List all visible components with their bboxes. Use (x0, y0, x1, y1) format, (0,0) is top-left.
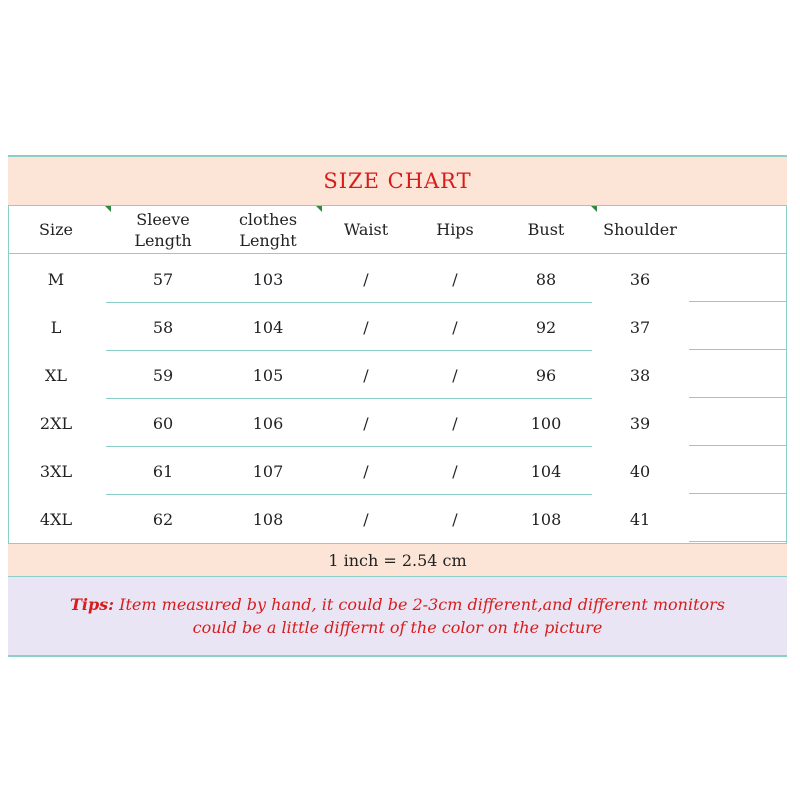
cell-clothes-length: 106 (252, 413, 284, 433)
cell-waist: / (363, 413, 369, 433)
tips-text-1: Item measured by hand, it could be 2-3cm different,and different monitors (119, 595, 725, 614)
cell-sleeve-length: 57 (152, 269, 174, 289)
cell-shoulder: 41 (629, 509, 651, 529)
row-divider (689, 301, 787, 302)
cell-bust: 88 (535, 269, 557, 289)
row-divider (689, 493, 787, 494)
row-divider (689, 541, 787, 542)
table-row (8, 399, 787, 447)
cell-shoulder: 36 (629, 269, 651, 289)
cell-shoulder: 40 (629, 461, 651, 481)
cell-clothes-length: 105 (252, 365, 284, 385)
tips-section (8, 577, 787, 657)
cell-sleeve-length: 61 (152, 461, 174, 481)
cell-hips: / (452, 317, 458, 337)
cell-bust: 96 (535, 365, 557, 385)
cell-shoulder: 38 (629, 365, 651, 385)
cell-waist: / (363, 509, 369, 529)
cell-waist: / (363, 317, 369, 337)
cell-waist: / (363, 461, 369, 481)
cell-sleeve-length: 59 (152, 365, 174, 385)
row-divider (689, 397, 787, 398)
cell-hips: / (452, 269, 458, 289)
header-size: Size (39, 220, 73, 239)
cell-clothes-length: 104 (252, 317, 284, 337)
cell-bust: 104 (530, 461, 562, 481)
cell-size: M (47, 269, 65, 289)
cell-shoulder: 39 (629, 413, 651, 433)
header-clothes-length: clothes Lenght (238, 209, 298, 250)
table-row (8, 447, 787, 495)
size-chart (8, 155, 787, 657)
cell-size: 3XL (39, 461, 73, 481)
conversion-note (8, 543, 787, 577)
cell-hips: / (452, 413, 458, 433)
cell-waist: / (363, 269, 369, 289)
cell-shoulder: 37 (629, 317, 651, 337)
table-row (8, 495, 787, 543)
tips-line-2: could be a little differnt of the color on the picture (192, 618, 603, 637)
cell-sleeve-length: 62 (152, 509, 174, 529)
cell-size: L (50, 317, 62, 337)
cell-size: 4XL (39, 509, 73, 529)
cell-bust: 92 (535, 317, 557, 337)
cell-size: 2XL (39, 413, 73, 433)
cell-hips: / (452, 365, 458, 385)
cell-sleeve-length: 58 (152, 317, 174, 337)
chart-title: SIZE CHART (323, 169, 472, 193)
conversion-text: 1 inch = 2.54 cm (328, 550, 467, 570)
table-row (8, 255, 787, 303)
cell-bust: 100 (530, 413, 562, 433)
cell-hips: / (452, 509, 458, 529)
tips-label: Tips: (69, 595, 115, 614)
cell-waist: / (363, 365, 369, 385)
header-waist: Waist (343, 220, 389, 239)
table-row (8, 351, 787, 399)
row-divider (689, 445, 787, 446)
header-shoulder: Shoulder (603, 220, 677, 239)
cell-clothes-length: 107 (252, 461, 284, 481)
cell-hips: / (452, 461, 458, 481)
cell-bust: 108 (530, 509, 562, 529)
cell-size: XL (44, 365, 68, 385)
header-hips: Hips (436, 220, 474, 239)
row-divider (689, 349, 787, 350)
cell-sleeve-length: 60 (152, 413, 174, 433)
title-band (8, 155, 787, 206)
header-sleeve-length: Sleeve Length (134, 209, 192, 250)
tips-line-1 (70, 593, 725, 616)
header-bust: Bust (527, 220, 565, 239)
cell-clothes-length: 108 (252, 509, 284, 529)
cell-clothes-length: 103 (252, 269, 284, 289)
table-row (8, 303, 787, 351)
header-row (8, 206, 787, 254)
